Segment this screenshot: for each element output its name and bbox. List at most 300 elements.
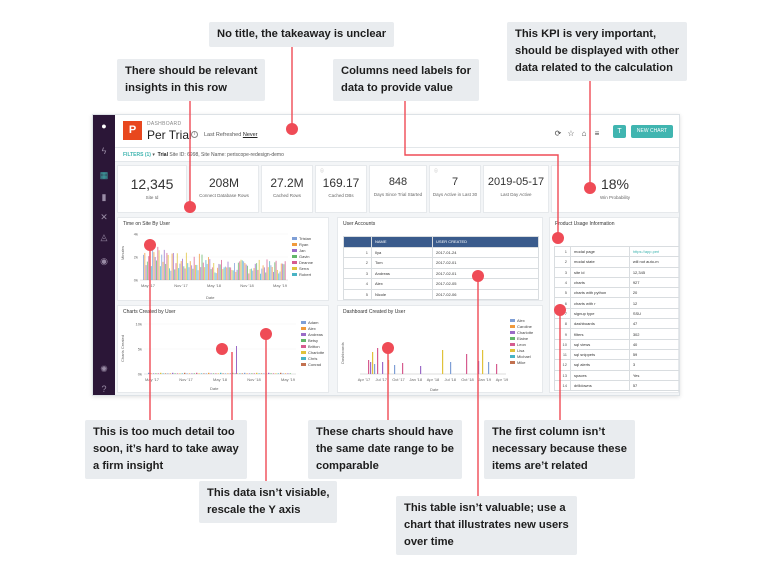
legend-swatch [301,357,306,360]
annotation-line: items are’t related [492,460,588,472]
legend-label: Leon [517,342,526,347]
legend-item[interactable] [292,272,313,278]
legend-label: Michael [517,354,531,359]
legend-item[interactable] [301,362,324,368]
annotation-table-not-valuable [396,496,577,555]
info-icon[interactable]: ⓘ [434,168,438,173]
chart-bar [220,264,221,280]
x-tick-label: Nov '18 [240,283,254,288]
annotation-line: soon, it’s hard to take away [93,443,239,455]
chart-bar [266,373,267,374]
table-cell: 8 [555,319,571,329]
left-nav-rail [93,115,115,396]
chart-bar [196,373,197,374]
chart-bar [275,373,276,374]
share-icon[interactable]: ⌂ [581,129,587,138]
chart-bar [254,268,255,280]
chart-bar [256,373,257,374]
chart-bar [442,350,443,374]
chart-bar [280,373,281,374]
star-icon[interactable]: ☆ [567,129,575,138]
kpi-card [483,165,549,213]
chart-bar [225,373,226,374]
callout-marker [554,304,566,316]
table-cell: 12 [629,298,679,308]
chart-bar [184,373,185,374]
dashboard-icon[interactable]: ▦ [99,170,109,180]
table-cell: 302 [629,329,679,339]
kpi-value: 848 [388,176,408,188]
annotation-line: This is too much detail too [93,426,235,438]
legend-item[interactable] [510,360,533,366]
chart-bar [148,256,149,280]
chart-bar [246,373,247,374]
table-cell: 12 [555,360,571,370]
legend-swatch [510,361,515,364]
kpi-card [189,165,259,213]
annotation-line: should be displayed with other [515,45,680,57]
x-tick-label: May '19 [273,283,287,288]
chart-bar [234,373,235,374]
kpi-value: 18% [600,176,630,192]
chart-bar [488,362,489,374]
table-cell: 5 [344,289,372,300]
legend-swatch [301,351,306,354]
chart-bar [277,270,278,280]
chart-bar [163,262,164,280]
bell-icon[interactable]: ◬ [100,232,108,242]
kpi-label: Days Since Trial Started [373,192,423,197]
new-chart-button[interactable]: NEW CHART [631,125,673,138]
chart-bar [261,373,262,374]
table-cell: 5 [555,288,571,298]
table-row [555,308,680,318]
legend-label: Lisa [517,348,525,353]
chart-bar [285,261,286,280]
legend-swatch [292,243,297,246]
y-tick-label: 0k [137,371,142,377]
table-row [555,319,680,329]
kpi-value: 2019-05-17 [487,176,545,188]
chart-bar [159,250,160,280]
legend-swatch [292,255,297,258]
chart-bar [370,362,371,374]
chart-bar [229,267,230,280]
table-cell: 2 [555,257,571,267]
kpi-card [369,165,427,213]
chart-bar [167,373,168,374]
chart-bar [176,263,177,280]
chart-bar [263,373,264,374]
table-header-row [344,237,539,248]
callout-marker [260,328,272,340]
time-on-site-ylabel: Minutes [120,245,125,260]
chart-bar [210,373,211,374]
column-header[interactable]: USER CREATED [433,237,539,248]
lightning-icon[interactable]: ϟ [101,146,107,156]
bookmark-icon[interactable]: ▮ [101,192,107,202]
chart-bar [156,260,157,280]
page-title: Per Trial [147,128,192,142]
chart-bar [249,373,250,374]
column-header[interactable]: NAME [372,237,433,248]
chart-bar [226,267,227,280]
table-cell: 2017-01-24 [433,247,539,258]
table-cell: 11 [555,349,571,359]
chart-bar [182,373,183,374]
legend-label: Mike [517,360,526,365]
annotation-line: data to provide value [341,82,453,94]
chart-bar [251,269,252,280]
chart-bar [166,253,167,280]
chart-bar [264,267,265,280]
legend-label: Britton [308,344,320,349]
chart-bar [274,262,275,280]
table-cell: spaces [571,370,630,380]
chart-bar [268,373,269,374]
chart-bar [157,247,158,280]
legend-swatch [510,325,515,328]
chart-bar [268,267,269,280]
x-tick-label: Nov '18 [247,377,261,382]
chart-bar [280,272,281,280]
table-row [344,247,539,258]
home-icon[interactable]: ● [101,121,107,131]
table-cell: Alex [372,279,433,290]
chart-bar [212,267,213,280]
chart-bar [242,373,243,374]
annotation-line: This data isn’t visiable, [207,487,330,499]
legend-label: Elaine [517,336,529,341]
chart-bar [186,253,187,280]
table-cell: 4 [344,279,372,290]
chart-bar [402,363,403,374]
dashboards-created-title: Dashboard Created by User [343,309,406,315]
chart-bar [147,262,148,280]
table-cell: charts with r [571,298,630,308]
chart-bar [244,373,245,374]
chart-bar [146,265,147,280]
chart-bar [183,266,184,280]
chart-bar [482,350,483,374]
last-refreshed-value[interactable]: Never [242,132,258,138]
chart-bar [372,352,373,374]
chart-bar [276,261,277,280]
annotation-no-title [209,22,394,47]
charts-created-ylabel: Charts Created [120,334,125,362]
kpi-label: Cached Rows [272,193,301,198]
table-cell: Tom [372,258,433,269]
chart-bar [265,272,266,280]
chart-bar [192,269,193,280]
compass-icon[interactable]: ◉ [100,256,108,266]
refresh-icon[interactable]: ⟳ [554,129,562,138]
chart-bar [199,254,200,280]
table-cell: site id [571,267,630,277]
chart-bar [185,268,186,280]
callout-marker [184,201,196,213]
info-icon[interactable]: i [191,131,198,138]
legend-label: Charlotte [517,330,534,335]
column-header[interactable] [344,237,372,248]
x-tick-label: Apr '18 [426,377,440,382]
chart-bar [169,268,170,280]
chart-bar [225,267,226,280]
legend-swatch [301,339,306,342]
legend-swatch [301,327,306,330]
chart-bar [187,263,188,280]
table-row [555,267,680,277]
help-icon[interactable]: ? [101,384,107,394]
settings-icon[interactable]: ✺ [100,364,108,374]
chart-bar [155,373,156,374]
legend-swatch [510,337,515,340]
filter-bar [115,148,680,162]
legend-swatch [301,333,306,336]
x-tick-label: Apr '17 [357,377,371,382]
chart-bar [200,267,201,280]
chart-bar [282,264,283,280]
last-refreshed [204,132,258,138]
chart-bar [237,270,238,280]
chart-bar [222,269,223,280]
kpi-card [261,165,313,213]
time-on-site-title: Time on Site By User [123,221,171,227]
legend-label: Robert [299,272,312,277]
chart-bar [246,265,247,280]
annotation-same-date-range [308,420,462,479]
table-cell: modal page [571,247,630,257]
chart-bar [211,269,212,280]
table-cell: sql alerts [571,360,630,370]
y-tick-label: 2k [133,254,138,260]
y-tick-label: 10k [135,321,142,327]
chart-bar [227,373,228,374]
callout-marker [286,123,298,135]
table-cell: dashboards [571,319,630,329]
callout-marker [552,232,564,244]
chart-bar [198,270,199,280]
chart-bar [382,362,383,374]
annotation-line: insights in this row [125,82,227,94]
dashboard-header [115,115,680,148]
chart-bar [189,373,190,374]
chart-bar [237,373,238,374]
chart-bar [247,266,248,280]
table-cell: https://app.peri [629,247,679,257]
kpi-value: 27.2M [270,176,304,190]
table-row [555,360,680,370]
chart-bar [235,272,236,280]
annotation-columns-labels [333,59,479,101]
chart-bar [179,264,180,280]
chart-bar [272,267,273,280]
chart-bar [450,362,451,374]
chart-bar [216,273,217,280]
table-cell: 3 [629,360,679,370]
table-cell: sql snippets [571,349,630,359]
legend-swatch [292,273,297,276]
chart-bar [224,267,225,280]
x-tick-label: May '17 [141,283,155,288]
dashboards-created-xlabel: Date [430,387,439,392]
chart-bar [270,373,271,374]
legend-swatch [292,267,297,270]
legend-label: Caroline [517,324,532,329]
chart-bar [290,373,291,374]
chart-bar [173,253,174,280]
chart-bar [282,373,283,374]
chart-bar [213,263,214,280]
last-refreshed-label: Last Refreshed [204,132,242,138]
table-cell: Andreas [372,268,433,279]
x-tick-label: Oct '17 [392,377,405,382]
chart-bar [194,257,195,280]
kpi-card [551,165,679,213]
table-cell: Nicole [372,289,433,300]
x-tick-label: Nov '17 [179,377,193,382]
table-cell: 12,345 [629,267,679,277]
breadcrumb[interactable]: DASHBOARD [147,121,182,127]
chart-bar [191,373,192,374]
table-row [344,279,539,290]
chart-bar [164,250,165,280]
kpi-label: Days Active in Last 30 [432,192,478,197]
chart-bar [238,263,239,280]
table-cell: 13 [555,370,571,380]
chart-bar [170,271,171,280]
chart-bar [273,373,274,374]
legend-label: Andreas [308,332,323,337]
table-cell: 14 [555,380,571,390]
legend-swatch [510,355,515,358]
chart-bar [287,373,288,374]
chart-bar [377,348,378,374]
menu-icon[interactable]: ≡ [594,129,600,138]
chart-bar [151,266,152,280]
tools-icon[interactable]: ✕ [100,212,108,222]
chart-bar [190,261,191,280]
callout-marker [472,270,484,282]
chart-bar [153,252,154,280]
legend-label: Tristan [299,236,312,241]
table-cell: modal state [571,257,630,267]
theme-button[interactable]: T [613,125,626,138]
chart-bar [215,373,216,374]
annotation-line: data related to the calculation [515,62,673,74]
chart-bar [153,373,154,374]
legend-swatch [510,319,515,322]
table-row [555,257,680,267]
table-cell: SSU [629,308,679,318]
chart-bar [236,346,237,374]
charts-created-legend [301,320,324,368]
chart-bar [234,263,235,280]
legend-label: Ryan [299,242,309,247]
chart-bar [420,366,421,374]
chart-bar [181,261,182,280]
table-cell: Yes [629,370,679,380]
chart-bar [201,373,202,374]
x-tick-label: Jan '19 [478,377,492,382]
chevron-down-icon[interactable]: ▾ [152,152,155,158]
chart-bar [174,269,175,280]
chart-bar [160,266,161,280]
chart-bar [186,373,187,374]
legend-label: Deanne [299,260,314,265]
chart-bar [215,272,216,280]
chart-bar [263,265,264,280]
legend-swatch [301,363,306,366]
annotation-line: necessary because these [492,443,627,455]
dashboards-created-legend [510,318,533,366]
chart-bar [278,273,279,280]
chart-bar [259,260,260,280]
user-accounts-table [343,236,539,300]
chart-bar [213,373,214,374]
legend-swatch [301,345,306,348]
annotation-line: chart that illustrates new users [404,519,569,531]
table-cell: charts [571,277,630,287]
table-cell: 9 [555,329,571,339]
chart-bar [155,257,156,280]
kpi-card [117,165,187,213]
time-on-site-panel [117,217,329,301]
table-row [344,289,539,300]
legend-label: Adam [308,320,319,325]
table-cell: 2017-02-01 [433,268,539,279]
chart-bar [179,373,180,374]
chart-bar [209,259,210,280]
chart-bar [466,354,467,374]
legend-swatch [510,343,515,346]
annotation-line: comparable [316,460,379,472]
table-cell: signup type [571,308,630,318]
table-row [555,298,680,308]
chart-bar [230,267,231,280]
x-tick-label: May '18 [213,377,227,382]
table-cell: 2017-02-06 [433,289,539,300]
chart-bar [218,264,219,280]
annotation-line: There should be relevant [125,65,258,77]
chart-bar [177,373,178,374]
chart-bar [150,254,151,280]
kpi-value: 169.17 [322,176,360,190]
legend-label: Conrad [308,362,322,367]
filters-toggle[interactable]: FILTERS [123,152,144,158]
annotation-not-visible [199,481,337,523]
chart-bar [241,260,242,280]
chart-bar [270,265,271,280]
legend-swatch [301,321,306,324]
chart-bar [162,373,163,374]
chart-bar [158,373,159,374]
chart-bar [217,268,218,280]
filter-name[interactable]: Trial [157,152,168,158]
legend-swatch [292,261,297,264]
legend-label: Gavin [299,254,310,259]
chart-bar [150,373,151,374]
annotation-line: Columns need labels for [341,65,471,77]
chart-bar [278,373,279,374]
chart-bar [203,263,204,280]
table-cell: 20 [629,288,679,298]
annotation-line: a firm insight [93,460,164,472]
chart-bar [172,254,173,280]
legend-label: Betsy [308,338,319,343]
info-icon[interactable]: ⓘ [320,168,324,173]
callout-marker [382,342,394,354]
